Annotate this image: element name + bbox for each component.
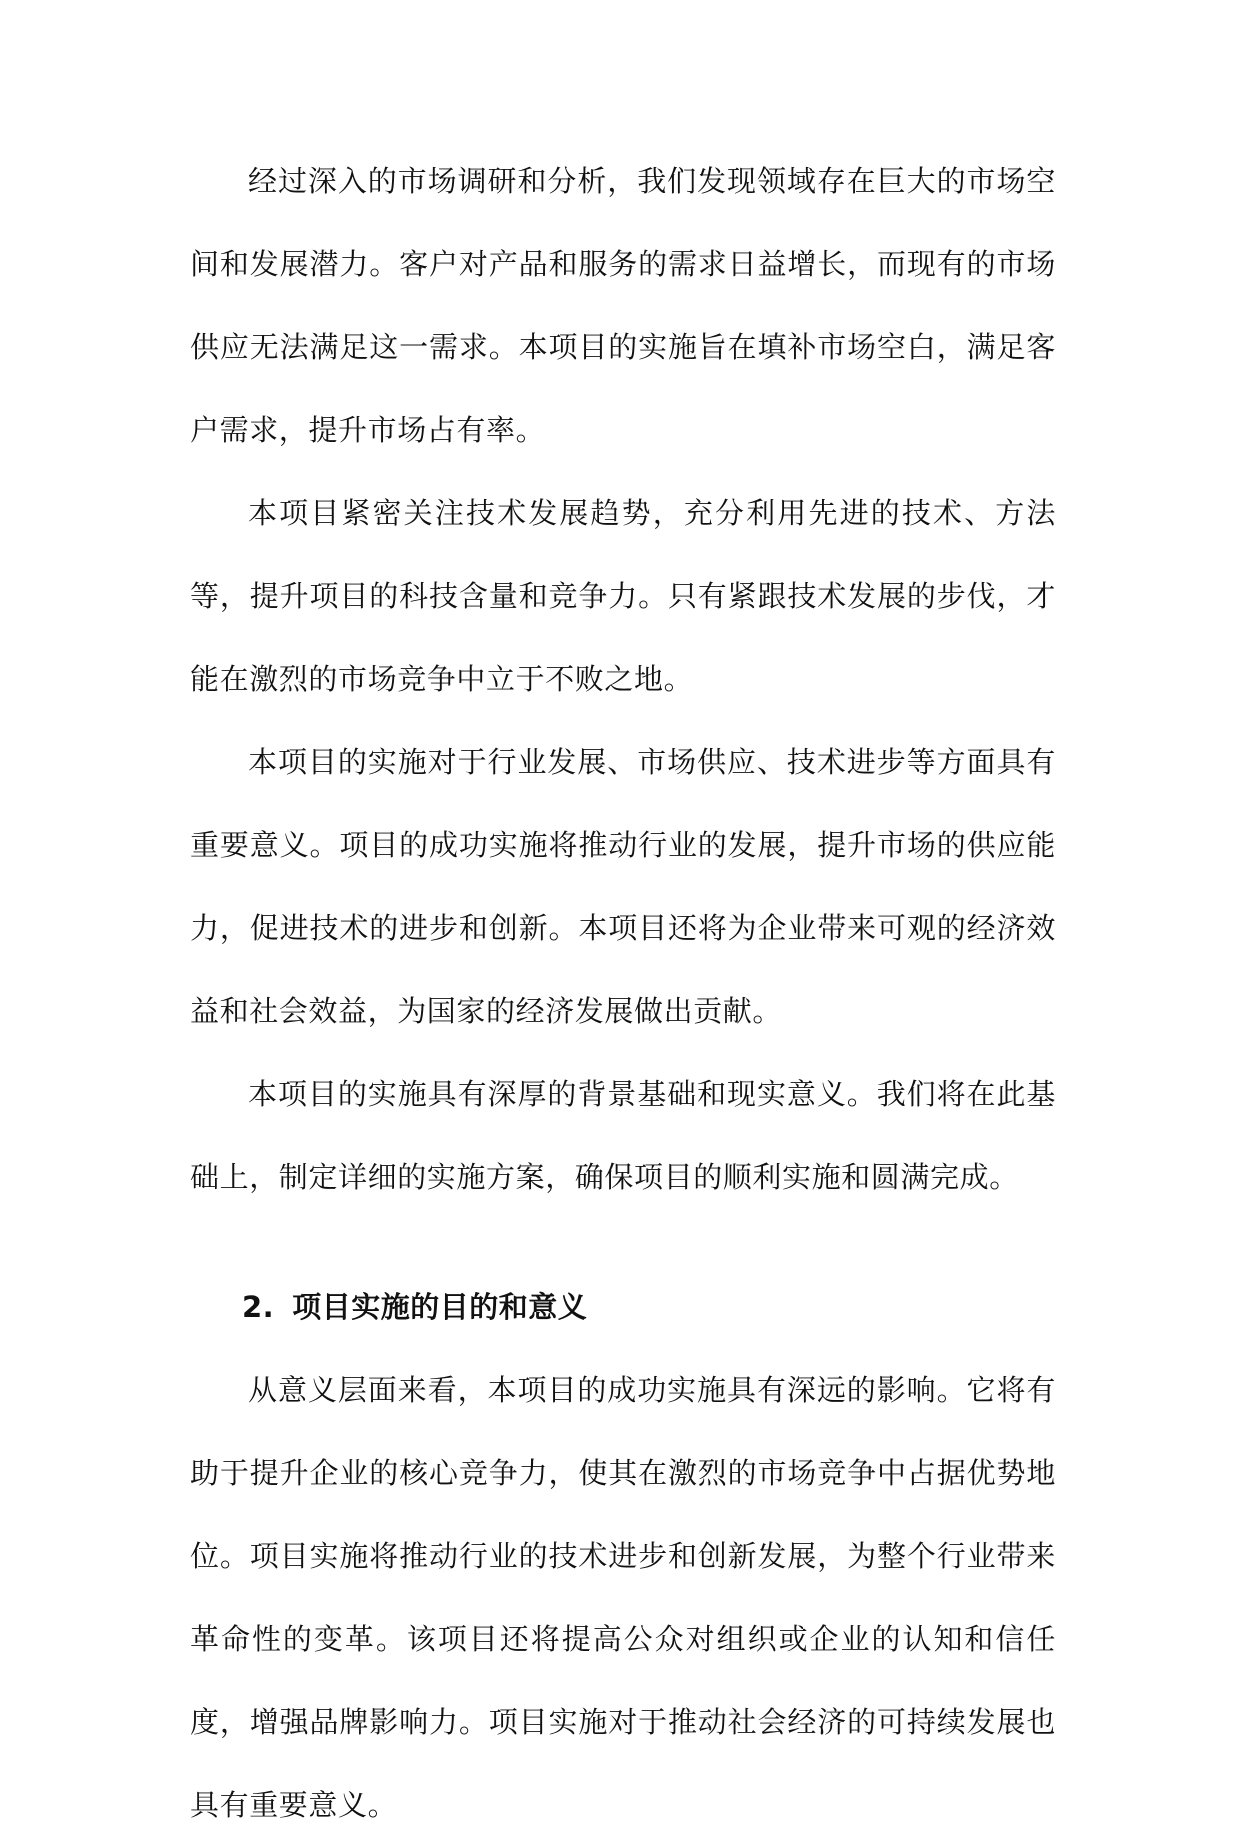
document-body bbox=[190, 140, 1056, 1847]
paragraph-significance: 本项目的实施对于行业发展、市场供应、技术进步等方面具有重要意义。项目的成功实施将推动行业的发展，提升市场的供应能力，促进技术的进步和创新。本项目还将为企业带来可观的经济效益和社会效益，为国家的经济发展做出贡献。 bbox=[190, 745, 1056, 1028]
paragraph-technology-trend: 本项目紧密关注技术发展趋势，充分利用先进的技术、方法等，提升项目的科技含量和竞争力。只有紧跟技术发展的步伐，才能在激烈的市场竞争中立于不败之地。 bbox=[190, 496, 1056, 696]
paragraph-impact: 从意义层面来看，本项目的成功实施具有深远的影响。它将有助于提升企业的核心竞争力，使其在激烈的市场竞争中占据优势地位。项目实施将推动行业的技术进步和创新发展，为整个行业带来革命性的变革。该项目还将提高公众对组织或企业的认知和信任度，增强品牌影响力。项目实施对于推动社会经济的可持续发展也具有重要意义。 bbox=[190, 1373, 1056, 1822]
paragraph-market-analysis: 经过深入的市场调研和分析，我们发现领域存在巨大的市场空间和发展潜力。客户对产品和服务的需求日益增长，而现有的市场供应无法满足这一需求。本项目的实施旨在填补市场空白，满足客户需求，提升市场占有率。 bbox=[190, 164, 1056, 447]
paragraph-background: 本项目的实施具有深厚的背景基础和现实意义。我们将在此基础上，制定详细的实施方案，确保项目的顺利实施和圆满完成。 bbox=[190, 1077, 1056, 1194]
section-title: 项目实施的目的和意义 bbox=[292, 1290, 588, 1324]
section-number: 2. bbox=[242, 1290, 275, 1324]
section-heading bbox=[190, 1266, 1056, 1349]
